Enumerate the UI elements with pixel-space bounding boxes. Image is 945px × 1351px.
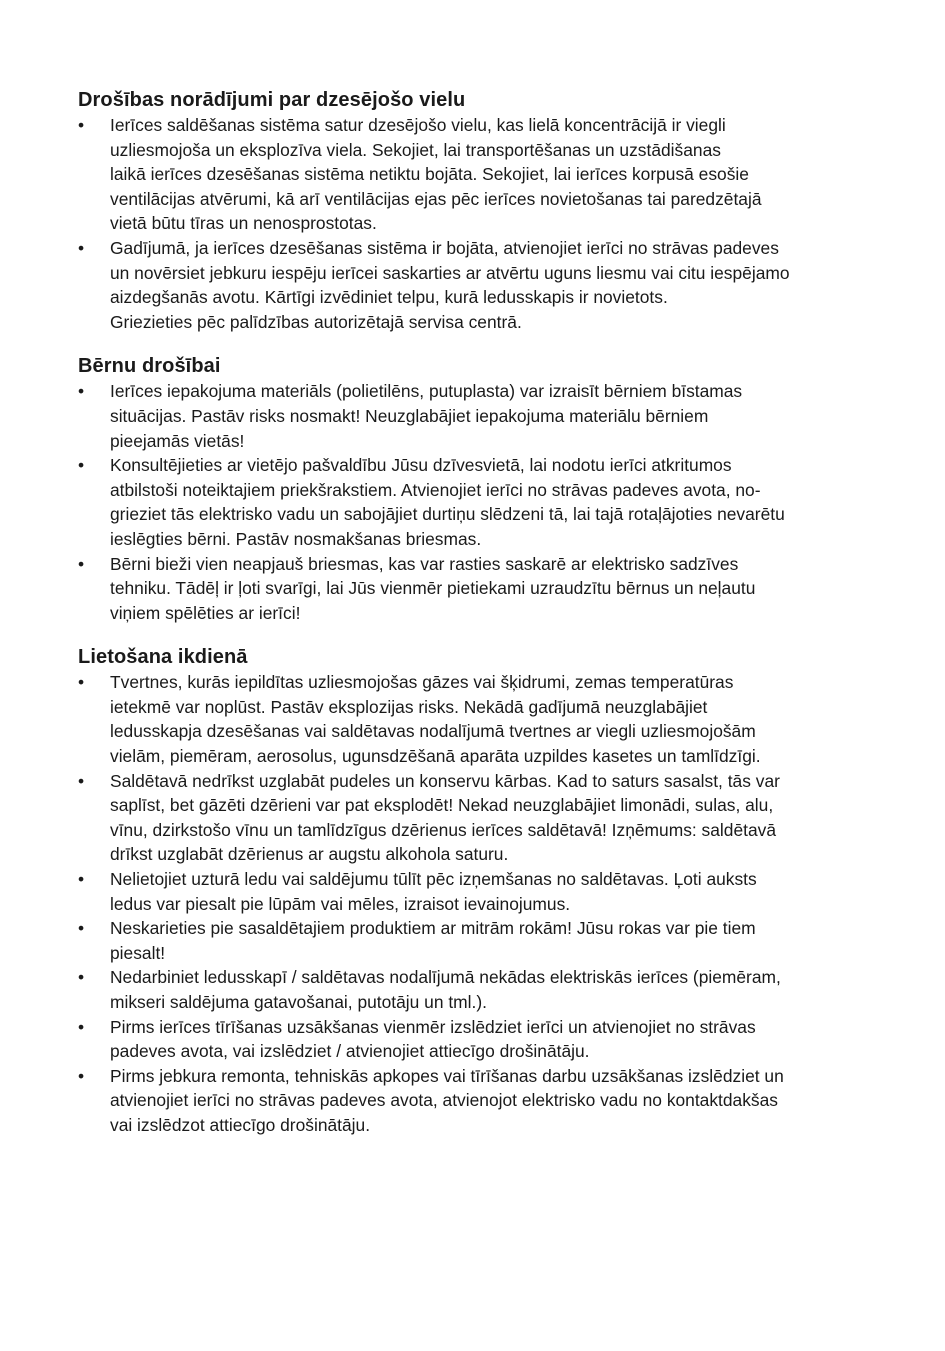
bullet-item <box>78 916 878 965</box>
text-line: Ierīces saldēšanas sistēma satur dzesējošo vielu, kas lielā koncentrācijā ir viegli <box>110 115 726 135</box>
text-line: atbilstoši noteiktajiem priekšrakstiem. Atvienojiet ierīci no strāvas padeves avota, no- <box>110 479 761 500</box>
bullet-item <box>78 113 878 236</box>
text-line: drīkst uzglabāt dzērienus ar augstu alkohola saturu. <box>110 844 509 865</box>
bullet-icon: • <box>78 967 85 988</box>
text-line: vielām, piemēram, aerosolus, ugunsdzēšanā aparāta uzpildes kasetes un tamlīdzīgi. <box>110 746 761 767</box>
bullet-list <box>78 113 878 334</box>
bullet-icon: • <box>78 381 85 402</box>
text-line: ledus var piesalt pie lūpām vai mēles, izraisot ievainojumus. <box>110 893 571 914</box>
text-line: piesalt! <box>110 942 166 963</box>
bullet-item <box>78 552 878 626</box>
text-line: Griezieties pēc palīdzības autorizētajā servisa centrā. <box>110 311 522 332</box>
bullet-icon: • <box>78 237 85 258</box>
text-line: Neskarieties pie sasaldētajiem produktiem ar mitrām rokām! Jūsu rokas var pie tiem <box>110 918 756 939</box>
bullet-icon: • <box>78 672 85 693</box>
text-line: vietā būtu tīras un nenosprostotas. <box>110 213 377 234</box>
text-line: ledusskapja dzesēšanas vai saldētavas nodalījumā tvertnes ar viegli uzliesmojošām <box>110 721 756 742</box>
bullet-list <box>78 379 878 625</box>
text-line: un novērsiet jebkuru iespēju ierīcei saskarties ar atvērtu uguns liesmu vai citu iespējamo <box>110 262 790 283</box>
section-title: Bērnu drošībai <box>78 355 221 378</box>
sections-container <box>78 88 878 1138</box>
section <box>78 354 878 625</box>
bullet-item <box>78 236 878 334</box>
section-title: Lietošana ikdienā <box>78 646 248 669</box>
bullet-icon: • <box>78 1016 85 1037</box>
document-page <box>78 88 878 1158</box>
text-line: aizdegšanās avotu. Kārtīgi izvēdiniet telpu, kurā ledusskapis ir novietots. <box>110 287 668 308</box>
text-line: Konsultējieties ar vietējo pašvaldību Jūsu dzīvesvietā, lai nodotu ierīci atkritumos <box>110 455 732 476</box>
text-line: Nelietojiet uzturā ledu vai saldējumu tūlīt pēc izņemšanas no saldētavas. Ļoti auksts <box>110 869 757 890</box>
bullet-icon: • <box>78 455 85 476</box>
text-line: uzliesmojoša un eksplozīva viela. Sekojiet, lai transportēšanas un uzstādišanas <box>110 139 721 160</box>
bullet-item <box>78 769 878 867</box>
text-line: padeves avota, vai izslēdziet / atvienojiet attiecīgo drošinātāju. <box>110 1041 590 1062</box>
text-line: vai izslēdzot attiecīgo drošinātāju. <box>110 1114 371 1135</box>
text-line: Bērni bieži vien neapjauš briesmas, kas var rasties saskarē ar elektrisko sadzīves <box>110 553 739 574</box>
bullet-icon: • <box>78 1065 85 1086</box>
section <box>78 645 878 1137</box>
text-line: Ierīces iepakojuma materiāls (polietilēns, putuplasta) var izraisīt bērniem bīstamas <box>110 381 743 402</box>
text-line: Pirms ierīces tīrīšanas uzsākšanas vienmēr izslēdziet ierīci un atvienojiet no strāvas <box>110 1016 756 1037</box>
text-line: Saldētavā nedrīkst uzglabāt pudeles un konservu kārbas. Kad to saturs sasalst, tās var <box>110 770 780 791</box>
section-title: Drošības norādījumi par dzesējošo vielu <box>78 89 466 111</box>
bullet-item <box>78 867 878 916</box>
text-line: tehniku. Tādēļ ir ļoti svarīgi, lai Jūs vienmēr pietiekami uzraudzītu bērnus un neļautu <box>110 578 756 599</box>
text-line: situācijas. Pastāv risks nosmakt! Neuzglabājiet iepakojuma materiālu bērniem <box>110 405 709 426</box>
bullet-icon: • <box>78 869 85 890</box>
text-line: laikā ierīces dzesēšanas sistēma netiktu bojāta. Sekojiet, lai ierīces korpusā esošie <box>110 164 749 185</box>
text-line: ventilācijas atvērumi, kā arī ventilācijas ejas pēc ierīces novietošanas tai paredzētajā <box>110 188 762 209</box>
text-line: atvienojiet ierīci no strāvas padeves avota, atvienojot elektrisko vadu no kontaktdakšas <box>110 1090 778 1111</box>
bullet-item <box>78 1064 878 1138</box>
text-line: Pirms jebkura remonta, tehniskās apkopes vai tīrīšanas darbu uzsākšanas izslēdziet un <box>110 1065 784 1086</box>
bullet-item <box>78 1015 878 1064</box>
text-line: grieziet tās elektrisko vadu un sabojājiet durtiņu slēdzeni tā, lai tajā rotaļājoties nevarētu <box>110 504 785 525</box>
text-line: ieslēgties bērni. Pastāv nosmakšanas briesmas. <box>110 528 482 549</box>
bullet-item <box>78 453 878 551</box>
bullet-item <box>78 379 878 453</box>
bullet-item <box>78 965 878 1014</box>
text-line: ietekmē var noplūst. Pastāv eksplozijas risks. Nekādā gadījumā neuzglabājiet <box>110 696 708 717</box>
section <box>78 88 878 334</box>
text-line: viņiem spēlēties ar ierīci! <box>110 602 301 623</box>
text-line: Nedarbiniet ledusskapī / saldētavas nodalījumā nekādas elektriskās ierīces (piemēram, <box>110 967 781 988</box>
bullet-item <box>78 670 878 768</box>
text-line: pieejamās vietās! <box>110 430 245 451</box>
text-line: Gadījumā, ja ierīces dzesēšanas sistēma ir bojāta, atvienojiet ierīci no strāvas padeves <box>110 237 779 258</box>
text-line: Tvertnes, kurās iepildītas uzliesmojošas gāzes vai šķidrumi, zemas temperatūras <box>110 672 734 693</box>
bullet-icon: • <box>78 115 85 135</box>
text-line: saplīst, bet gāzēti dzērieni var pat eksplodēt! Nekad neuzglabājiet limonādi, sulas, alu, <box>110 795 774 816</box>
bullet-icon: • <box>78 918 85 939</box>
text-line: mikseri saldējuma gatavošanai, putotāju un tml.). <box>110 992 487 1012</box>
bullet-list <box>78 670 878 1137</box>
bullet-icon: • <box>78 770 85 791</box>
bullet-icon: • <box>78 553 85 574</box>
text-line: vīnu, dzirkstošo vīnu un tamlīdzīgus dzērienus ierīces saldētavā! Izņēmums: saldētavā <box>110 819 776 840</box>
